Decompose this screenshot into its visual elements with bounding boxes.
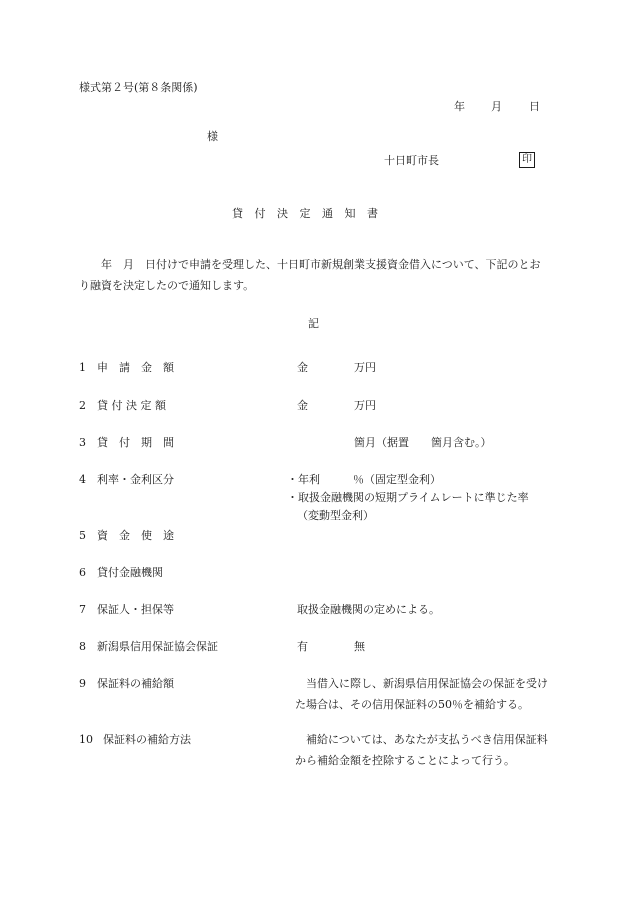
item-label: 新潟県信用保証協会保証	[97, 640, 218, 653]
item-value-unit: 万円	[354, 399, 376, 412]
date-year: 年	[454, 100, 465, 113]
item-label: 利率・金利区分	[97, 473, 174, 486]
item-value-line-2: ・取扱金融機関の短期プライムレートに準じた率	[287, 491, 529, 504]
item-label: 貸付金融機関	[97, 566, 163, 579]
addressee: 様	[207, 130, 218, 143]
body-paragraph: 年 月 日付けで申請を受理した、十日町市新規創業支援資金借入について、下記のとおり融資を決定したので通知します。	[79, 258, 541, 292]
item-number: 5	[79, 529, 86, 542]
item-number: 1	[79, 361, 86, 374]
item-value-kin: 金	[297, 399, 308, 412]
item-value-line-3: （変動型金利）	[297, 509, 374, 522]
item-label: 資 金 使 途	[97, 529, 174, 542]
item-value: 取扱金融機関の定めによる。	[297, 603, 440, 616]
document-title: 貸 付 決 定 通 知 書	[232, 207, 378, 220]
item-number: 8	[79, 640, 86, 653]
item-value-paragraph: 補給については、あなたが支払うべき信用保証料から補給金額を控除することによって行う。	[295, 733, 548, 767]
item-value-unit: 万円	[354, 361, 376, 374]
item-label: 申 請 金 額	[97, 361, 174, 374]
issuer: 十日町市長	[384, 154, 439, 167]
seal-mark: 印	[519, 152, 535, 168]
item-number: 2	[79, 399, 86, 412]
item-value-yes: 有	[297, 640, 308, 653]
item-value-line-1: ・年利 ％（固定型金利）	[287, 473, 441, 486]
item-label: 貸 付 期 間	[97, 436, 174, 449]
item-number: 6	[79, 566, 86, 579]
date-month: 月	[491, 100, 502, 113]
item-number: 3	[79, 436, 86, 449]
form-number: 様式第２号(第８条関係)	[79, 81, 198, 94]
item-number: 9	[79, 677, 86, 690]
date-line	[454, 101, 540, 112]
item-value: 箇月（据置 箇月含む。）	[354, 436, 492, 449]
item-value-kin: 金	[297, 361, 308, 374]
item-number: 10	[79, 733, 93, 746]
date-day: 日	[529, 100, 540, 113]
item-value-no: 無	[354, 640, 365, 653]
ki-heading: 記	[308, 317, 319, 330]
item-label: 保証料の補給額	[97, 677, 174, 690]
item-label: 保証料の補給方法	[103, 733, 191, 746]
item-label: 保証人・担保等	[97, 603, 174, 616]
item-number: 4	[79, 473, 86, 486]
item-number: 7	[79, 603, 86, 616]
item-label: 貸 付 決 定 額	[97, 399, 166, 412]
item-value-paragraph: 当借入に際し、新潟県信用保証協会の保証を受けた場合は、その信用保証料の50％を補給する。	[295, 677, 548, 711]
